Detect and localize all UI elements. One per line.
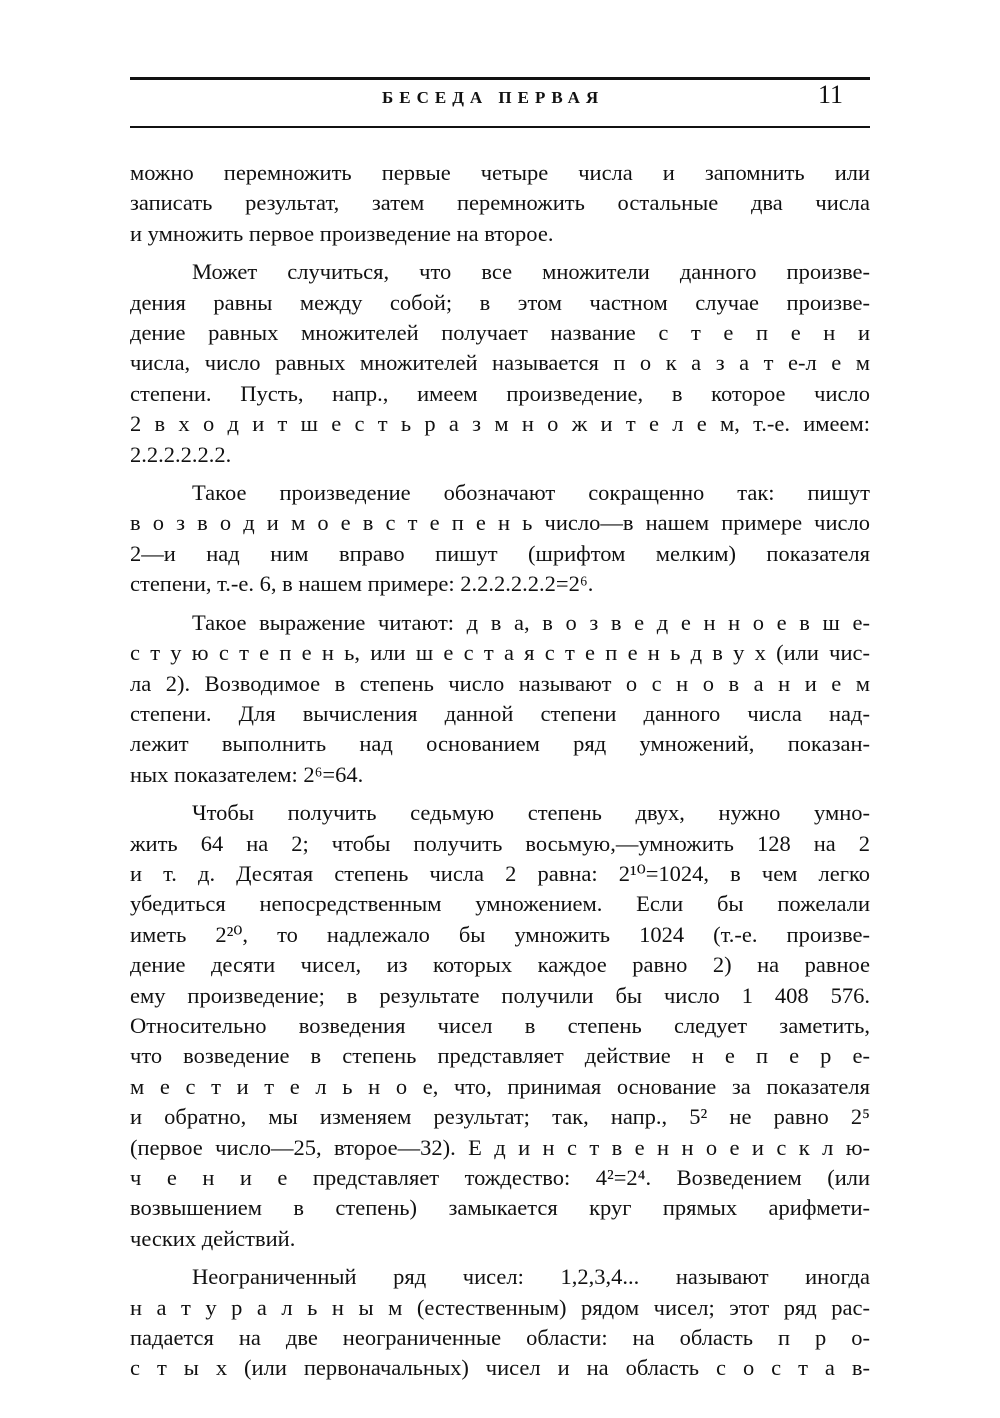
text-line: Такое выражение читают: д в а, в о з в е д е н н о е в ш е-	[192, 609, 870, 635]
text-line: ла 2). Возводимое в степень число называют о с н о в а н и е м	[130, 670, 870, 696]
text-line: иметь 2²⁰, то надлежало бы умножить 1024 (т.-е. произве-	[130, 921, 870, 947]
text-line: ных показателем: 2⁶=64.	[130, 761, 364, 787]
text-line: 2 в х о д и т ш е с т ь р а з м н о ж и т е л е м, т.-е. имеем:	[130, 411, 870, 437]
text-line: числа, число равных множителей называется п о к а з а т е-л е м	[130, 350, 870, 376]
text-line: 2—и над ним вправо пишут (шрифтом мелким) показателя	[130, 540, 870, 566]
text-line: ч е н и е представляет тождество: 4²=2⁴. Возведением (или	[130, 1165, 870, 1190]
text-line: в о з в о д и м о е в с т е п е н ь число—в нашем примере число	[130, 510, 870, 536]
page-body	[130, 158, 870, 1384]
text-line: Чтобы получить седьмую степень двух, нужно умно-	[192, 800, 870, 826]
text-line: и т. д. Десятая степень числа 2 равна: 2¹⁰=1024, в чем легко	[130, 860, 870, 886]
page-number: 11	[818, 80, 844, 109]
text-line: Такое произведение обозначают сокращенно так: пишут	[192, 480, 870, 506]
text-line: ческих действий.	[130, 1225, 296, 1251]
text-line: лежит выполнить над основанием ряд умножений, показан-	[130, 731, 870, 757]
text-line: ему произведение; в результате получили бы число 1 408 576.	[130, 982, 870, 1008]
text-line: убедиться непосредственным умножением. Если бы пожелали	[130, 891, 870, 917]
text-line: Может случиться, что все множители данного произве-	[192, 259, 870, 285]
text-line: степени. Для вычисления данной степени данного числа над-	[130, 700, 870, 726]
text-line: можно перемножить первые четыре числа и запомнить или	[130, 160, 870, 185]
text-line: Неограниченный ряд чисел: 1,2,3,4... называют иногда	[192, 1264, 870, 1290]
text-line: Относительно возведения чисел в степень следует заметить,	[130, 1012, 870, 1038]
text-line: записать результат, затем перемножить остальные два числа	[130, 190, 870, 216]
text-line: возвышением в степень) замыкается круг прямых арифмети-	[130, 1195, 870, 1221]
header-bottom-rule	[130, 126, 870, 128]
text-line: н а т у р а л ь н ы м (естественным) рядом чисел; этот ряд рас-	[130, 1294, 870, 1320]
text-line: с т ы х (или первоначальных) чисел и на область с о с т а в-	[130, 1355, 870, 1381]
text-line: степени. Пусть, напр., имеем произведение, в которое число	[130, 380, 870, 406]
text-line: и обратно, мы изменяем результат; так, напр., 5² не равно 2⁵	[130, 1104, 870, 1130]
text-line: дение десяти чисел, из которых каждое равно 2) на равное	[130, 952, 870, 978]
text-line: жить 64 на 2; чтобы получить восьмую,—умножить 128 на 2	[130, 830, 870, 856]
header-top-rule	[130, 77, 870, 80]
text-line: (первое число—25, второе—32). Е д и н с т в е н н о е и с к л ю-	[130, 1134, 870, 1160]
text-line: 2.2.2.2.2.2.	[130, 441, 232, 467]
text-line: и умножить первое произведение на второе.	[130, 220, 554, 246]
text-line: дение равных множителей получает название с т е п е н и	[130, 320, 870, 346]
text-line: что возведение в степень представляет действие н е п е р е-	[130, 1043, 870, 1069]
running-header-title: БЕСЕДА ПЕРВАЯ	[382, 88, 605, 107]
text-line: дения равны между собой; в этом частном случае произве-	[130, 289, 870, 315]
text-line: степени, т.-е. 6, в нашем примере: 2.2.2.2.2.2=2⁶.	[130, 571, 594, 597]
text-line: м е с т и т е л ь н о е, что, принимая основание за показателя	[130, 1073, 870, 1099]
text-line: падается на две неограниченные области: на область п р о-	[130, 1325, 870, 1351]
text-line: с т у ю с т е п е н ь, или ш е с т а я с т е п е н ь д в у х (или чис-	[130, 640, 870, 666]
